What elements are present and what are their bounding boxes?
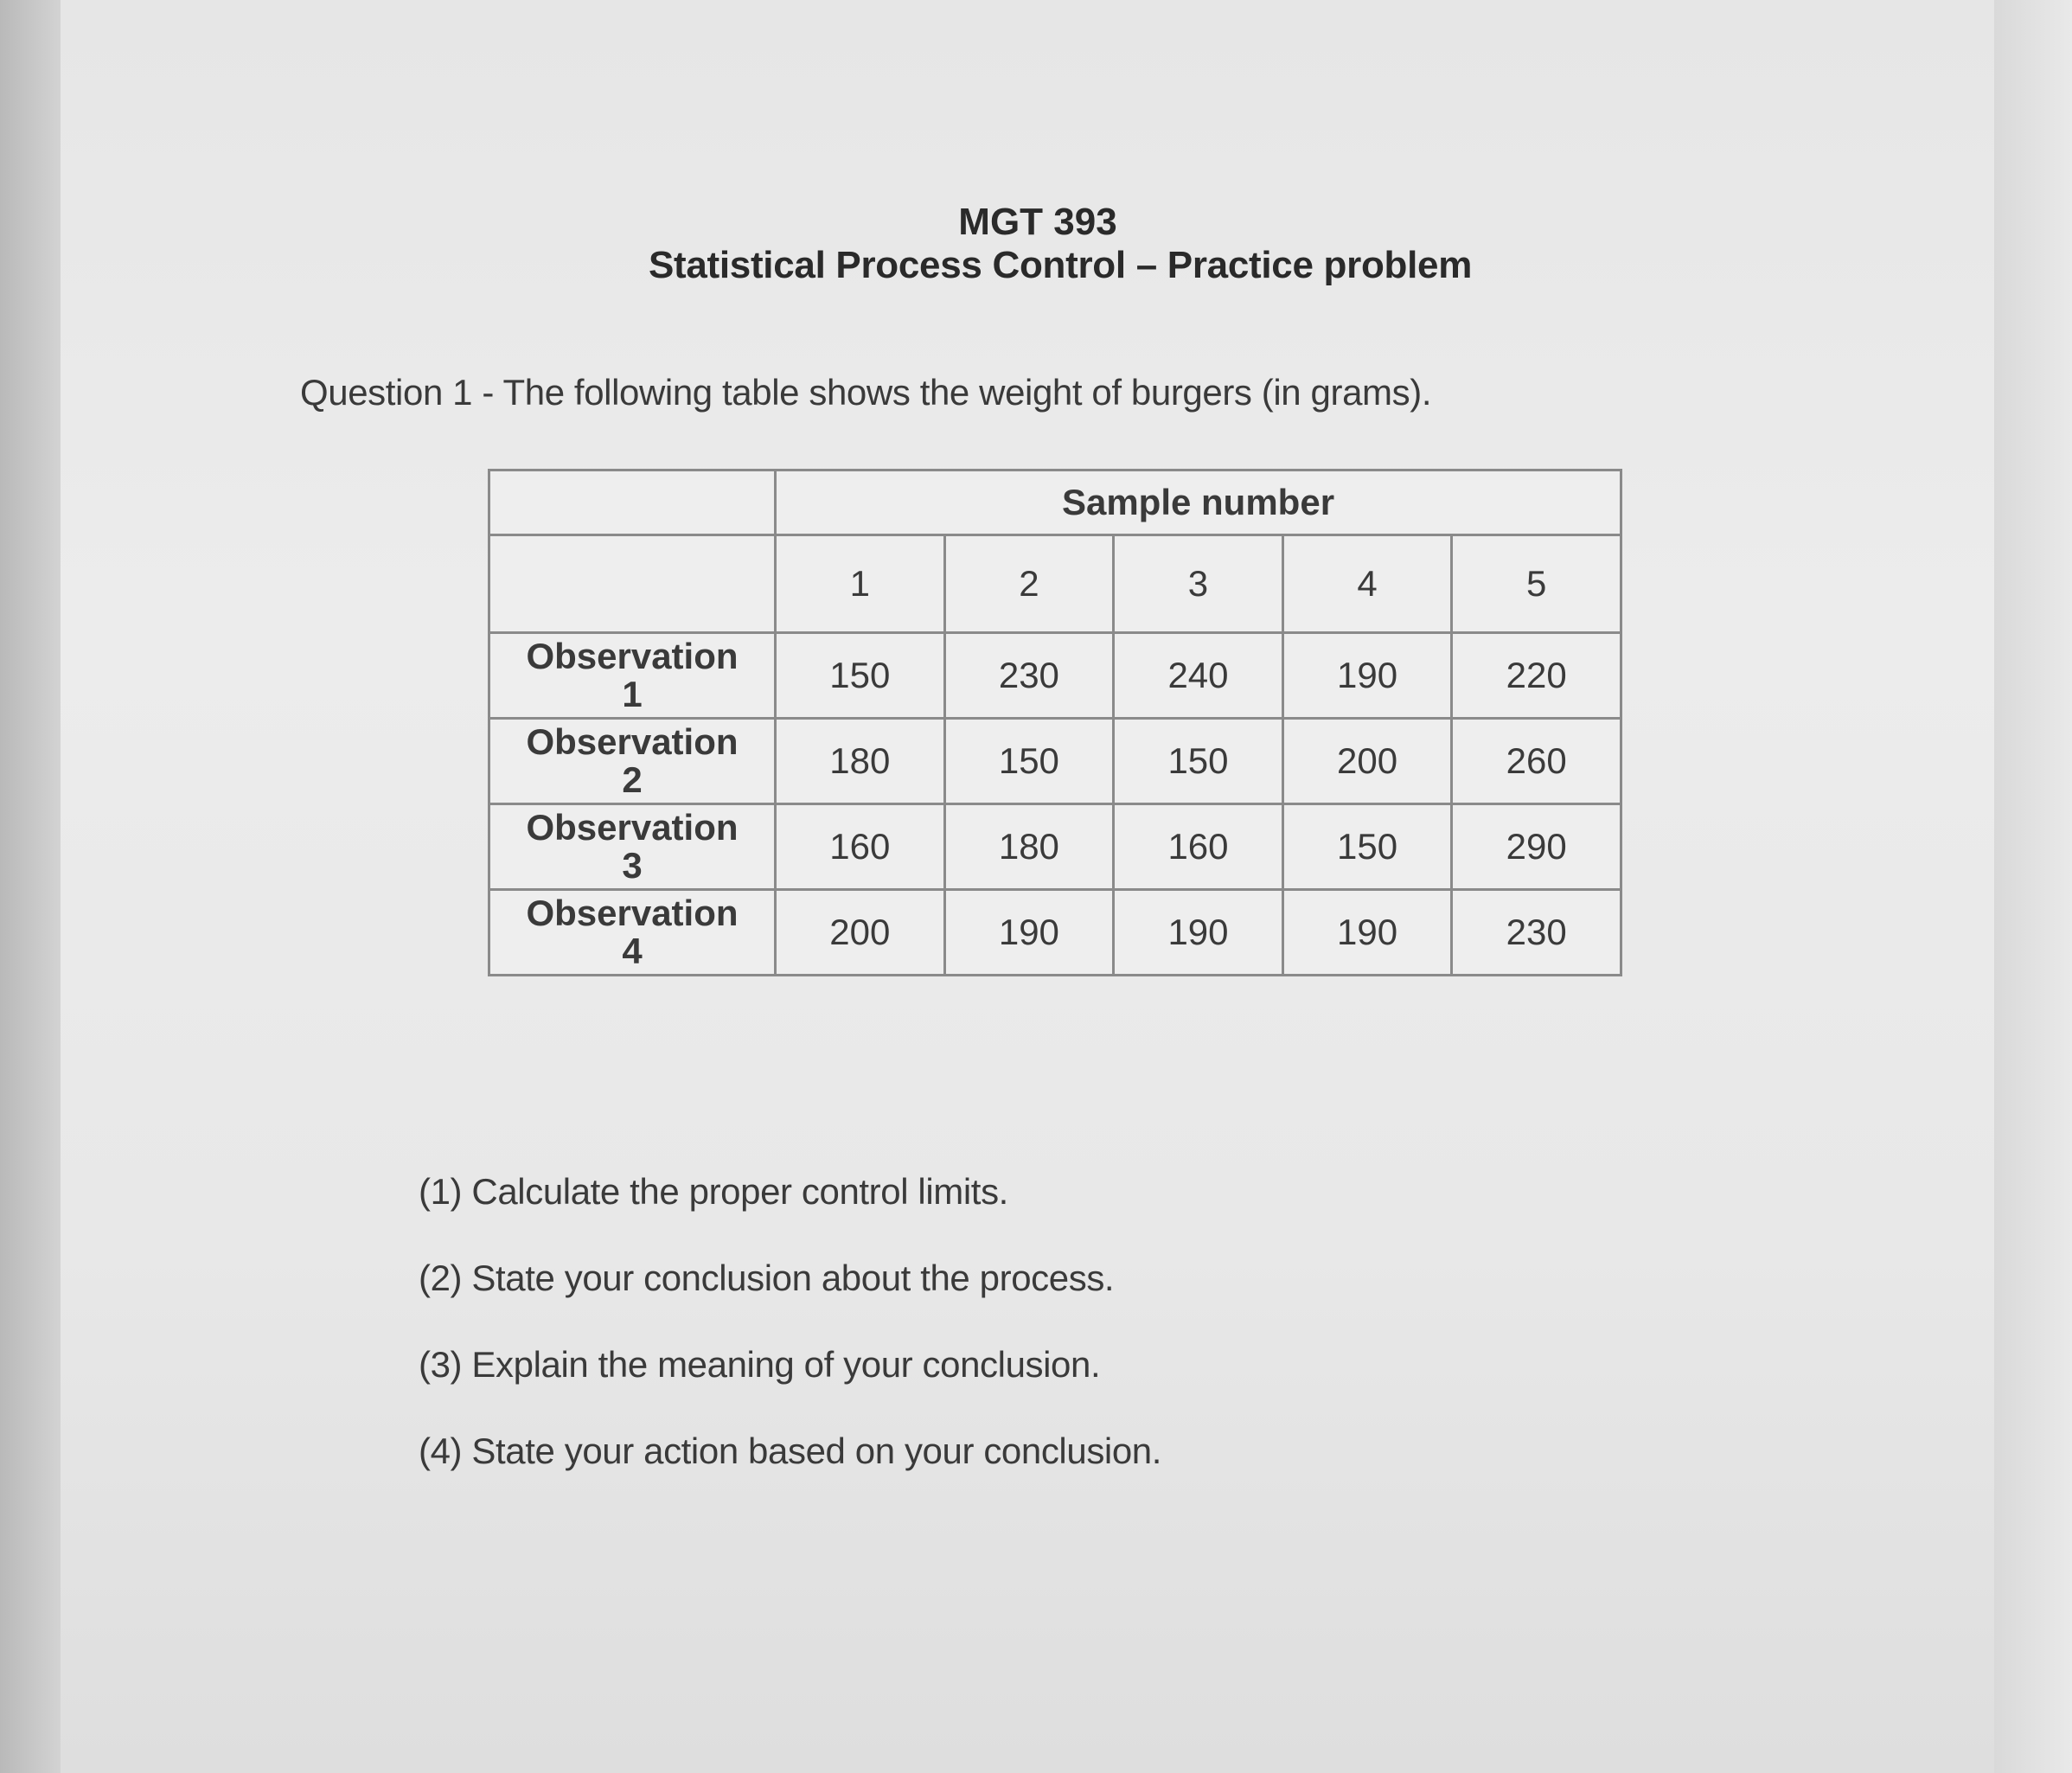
observation-label-text: Observation <box>526 636 739 676</box>
course-code: MGT 393 <box>958 201 1117 243</box>
table-cell: 160 <box>1114 804 1283 890</box>
observation-label <box>489 890 776 976</box>
table-cell: 230 <box>1452 890 1621 976</box>
table-cell: 260 <box>1452 719 1621 804</box>
table-cell: 200 <box>1282 719 1452 804</box>
table-header-row <box>489 470 1621 535</box>
observation-label-text: Observation <box>526 807 739 848</box>
observation-label <box>489 719 776 804</box>
table-cell: 200 <box>776 890 945 976</box>
sample-number: 5 <box>1452 535 1621 633</box>
table-cell: 180 <box>776 719 945 804</box>
table-cell: 190 <box>1114 890 1283 976</box>
monitor-bezel-left <box>0 0 61 1773</box>
table-cell: 150 <box>776 633 945 719</box>
table-cell: 190 <box>944 890 1114 976</box>
monitor-bezel-right <box>1994 0 2072 1773</box>
observation-label-number: 3 <box>622 845 643 886</box>
table-cell: 190 <box>1282 633 1452 719</box>
table-cell: 230 <box>944 633 1114 719</box>
table-row <box>489 890 1621 976</box>
task-list <box>419 1166 1161 1512</box>
question-text: Question 1 - The following table shows the weight of burgers (in grams). <box>300 372 1432 413</box>
sample-number-row <box>489 535 1621 633</box>
table-cell: 290 <box>1452 804 1621 890</box>
table-row <box>489 804 1621 890</box>
observation-label-number: 2 <box>622 759 643 800</box>
observation-label-number: 4 <box>622 931 643 971</box>
observation-label <box>489 804 776 890</box>
table-cell: 150 <box>1114 719 1283 804</box>
table-row <box>489 633 1621 719</box>
sample-number: 1 <box>776 535 945 633</box>
table-cell: 190 <box>1282 890 1452 976</box>
sample-number: 3 <box>1114 535 1283 633</box>
table-cell: 180 <box>944 804 1114 890</box>
task-item: (3) Explain the meaning of your conclusion. <box>419 1344 1101 1385</box>
blank-cell <box>489 535 776 633</box>
observation-label-text: Observation <box>526 721 739 762</box>
table-cell: 150 <box>944 719 1114 804</box>
sample-number: 2 <box>944 535 1114 633</box>
burger-weight-table <box>488 469 1622 976</box>
table-cell: 150 <box>1282 804 1452 890</box>
corner-cell <box>489 470 776 535</box>
observation-label-text: Observation <box>526 893 739 933</box>
document-title: Statistical Process Control – Practice problem <box>648 244 1473 286</box>
table-row <box>489 719 1621 804</box>
task-item: (4) State your action based on your conclusion. <box>419 1431 1162 1471</box>
sample-number: 4 <box>1282 535 1452 633</box>
table-cell: 220 <box>1452 633 1621 719</box>
sample-number-header: Sample number <box>776 470 1621 535</box>
observation-label-number: 1 <box>622 674 643 714</box>
task-item: (2) State your conclusion about the process. <box>419 1258 1115 1298</box>
table-cell: 240 <box>1114 633 1283 719</box>
observation-label <box>489 633 776 719</box>
table-cell: 160 <box>776 804 945 890</box>
task-item: (1) Calculate the proper control limits. <box>419 1171 1008 1212</box>
